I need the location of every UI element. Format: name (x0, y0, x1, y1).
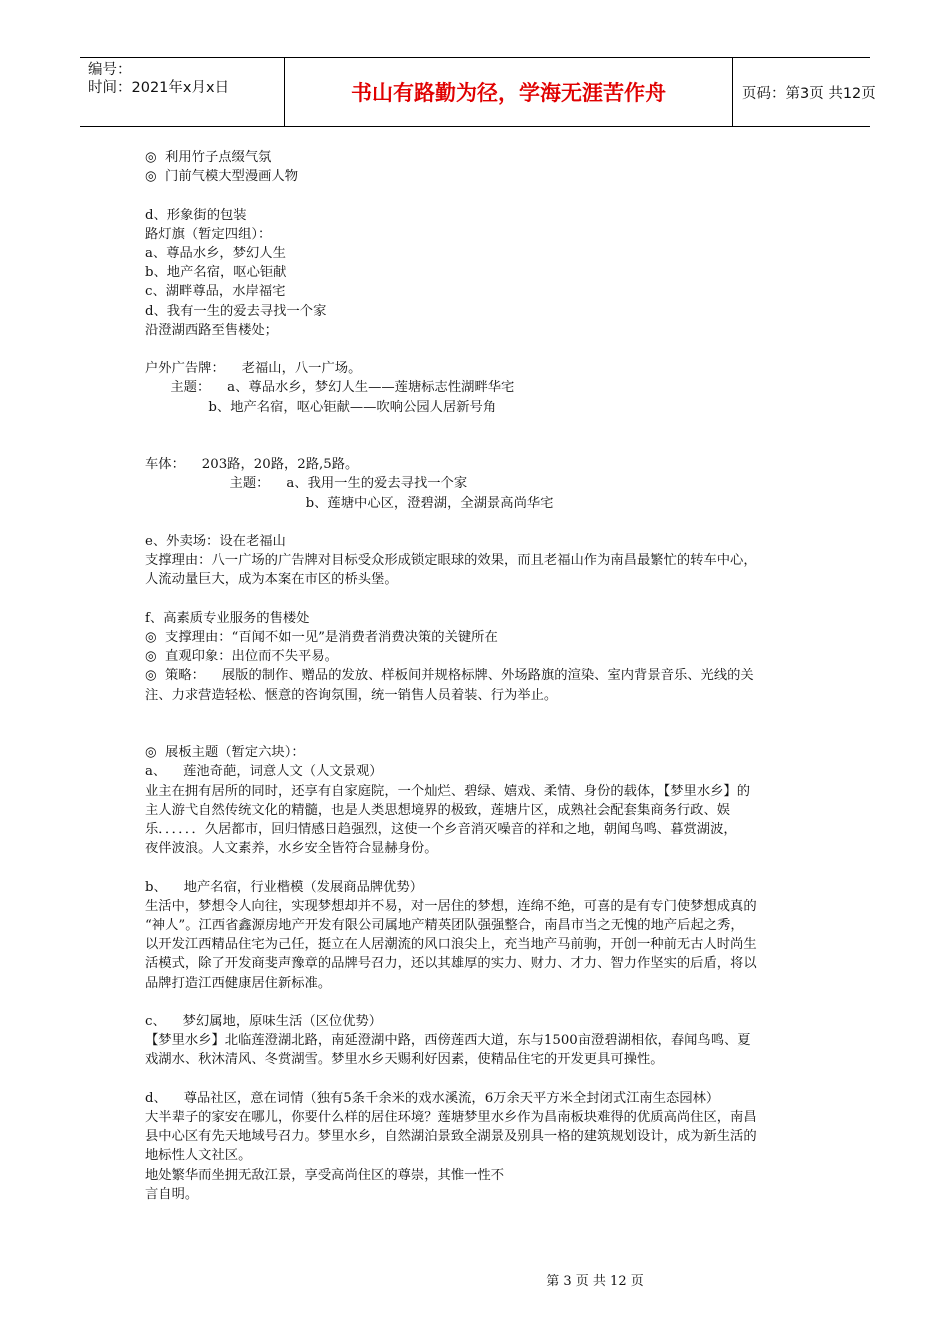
document-number-label: 编号： (88, 62, 132, 78)
text-line: 大半辈子的家安在哪儿，你要什么样的居住环境？莲塘梦里水乡作为昌南板块难得的优质高尚住区，南昌 (145, 1109, 757, 1125)
text-line: ◎ 展板主题（暂定六块）： (145, 745, 305, 761)
text-line: b、地产名宿，呕心钜献——吹响公园人居新号角 (145, 399, 497, 415)
text-line: 县中心区有先天地域号召力。梦里水乡，自然湖泊景致全湖景及别具一格的建筑规划设计，成为新生活的 (145, 1129, 757, 1145)
header-meta (80, 58, 285, 126)
text-line: f、高素质专业服务的售楼处 (145, 610, 310, 626)
text-line: 主人游弋自然传统文化的精髓，也是人类思想境界的极致，莲塘片区，成熟社会配套集商务行政、娱 (145, 802, 731, 818)
text-line: a、尊品水乡，梦幻人生 (145, 246, 286, 261)
text-line: 乐．．．．．．久居都市，回归情感日趋强烈，这使一个乡音消灭噪音的祥和之地，朝闻鸟鸣、暮赏湖波， (145, 821, 737, 837)
text-line: e、外卖场：设在老福山 (145, 533, 286, 549)
text-line: 支撑理由：八一广场的广告牌对目标受众形成锁定眼球的效果，而且老福山作为南昌最繁忙的转车中心， (145, 553, 757, 569)
text-line: 沿澄湖西路至售楼处； (145, 322, 278, 338)
text-line: b、地产名宿，呕心钜献 (145, 265, 287, 281)
text-line: 品牌打造江西健康居住新标准。 (145, 975, 332, 991)
text-line: d、形象街的包装 (145, 207, 247, 223)
document-time-label: 时间：2021年x月x日 (88, 80, 230, 96)
page-footer: 第 3 页 共 12 页 (546, 1274, 644, 1289)
blank-line (145, 993, 815, 1012)
blank-line (145, 186, 815, 205)
text-line: 生活中，梦想令人向往，实现梦想却并不易，对一居住的梦想，连绵不绝，可喜的是有专门使梦想成真的 (145, 898, 757, 914)
blank-line (145, 590, 815, 609)
text-line: b、 地产名宿，行业楷模（发展商品牌优势） (145, 879, 424, 895)
blank-line (145, 417, 815, 436)
page-header (80, 57, 876, 127)
text-line: 注、力求营造轻松、惬意的咨询氛围，统一销售人员着装、行为举止。 (145, 687, 558, 703)
text-line: d、我有一生的爱去寻找一个家 (145, 303, 327, 319)
text-line: 主题： a、我用一生的爱去寻找一个家 (145, 476, 468, 492)
header-page-label: 页码：第3页 共12页 (742, 85, 876, 102)
text-line: 主题： a、尊品水乡，梦幻人生——莲塘标志性湖畔华宅 (145, 380, 515, 396)
text-line: 路灯旗（暂定四组）： (145, 226, 272, 242)
text-line: 车体： 203路，20路，2路,5路。 (145, 457, 359, 473)
text-line: “神人”。江西省鑫源房地产开发有限公司属地产精英团队强强整合，南昌市当之无愧的地产后起之秀， (145, 917, 744, 933)
text-line: ◎ 门前气模大型漫画人物 (145, 169, 299, 185)
text-line: 以开发江西精品住宅为己任，挺立在人居潮流的风口浪尖上，充当地产马前驹，开创一种前无古人时尚生 (145, 937, 757, 953)
text-line: ◎ 支撑理由：“百闻不如一见”是消费者消费决策的关键所在 (145, 629, 498, 645)
text-line: b、莲塘中心区，澄碧湖，全湖景高尚华宅 (145, 495, 554, 511)
blank-line (145, 724, 815, 743)
text-line: ◎ 直观印象：出位而不失平易。 (145, 649, 338, 665)
text-line: 地处繁华而坐拥无敌江景，享受高尚住区的尊崇，其惟一性不 (145, 1167, 505, 1183)
header-motto: 书山有路勤为径，学海无涯苦作舟 (285, 58, 733, 126)
text-line: a、 莲池奇葩，词意人文（人文景观） (145, 764, 383, 780)
blank-line (145, 705, 815, 724)
blank-line (145, 858, 815, 877)
text-line: 户外广告牌： 老福山，八一广场。 (145, 361, 362, 377)
text-line: 言自明。 (145, 1186, 199, 1202)
text-line: c、湖畔尊品，水岸福宅 (145, 284, 286, 300)
blank-line (145, 436, 815, 455)
text-line: 地标性人文社区。 (145, 1148, 252, 1164)
text-line: 活模式，除了开发商斐声豫章的品牌号召力，还以其雄厚的实力、财力、才力、智力作坚实的后盾，将以 (145, 956, 757, 972)
document-body (145, 148, 815, 1204)
text-line: 戏湖水、秋沐清风、冬赏湖雪。梦里水乡天赐利好因素，使精品住宅的开发更具可操性。 (145, 1052, 664, 1068)
text-line: 业主在拥有居所的同时，还享有自家庭院，一个灿烂、碧绿、嬉戏、柔情、身份的载体，【梦里水乡】的 (145, 783, 751, 799)
text-line: ◎ 策略： 展版的制作、赠品的发放、样板间并规格标牌、外场路旗的渲染、室内背景音乐、光线的关 (145, 668, 754, 684)
text-line: ◎ 利用竹子点缀气氛 (145, 150, 272, 165)
text-line: c、 梦幻属地，原味生活（区位优势） (145, 1013, 383, 1029)
text-line: 【梦里水乡】北临莲澄湖北路，南延澄湖中路，西傍莲西大道，东与1500亩澄碧湖相依，春闻鸟鸣、夏 (145, 1033, 751, 1049)
text-line: d、 尊品社区，意在词情（独有5条千余米的戏水溪流，6万余天平方米全封闭式江南生态园林） (145, 1090, 720, 1106)
blank-line (145, 1070, 815, 1089)
text-line: 人流动量巨大，成为本案在市区的桥头堡。 (145, 572, 398, 588)
text-line: 夜伴波浪。人文素养，水乡安全皆符合显赫身份。 (145, 841, 438, 857)
blank-line (145, 513, 815, 532)
blank-line (145, 340, 815, 359)
